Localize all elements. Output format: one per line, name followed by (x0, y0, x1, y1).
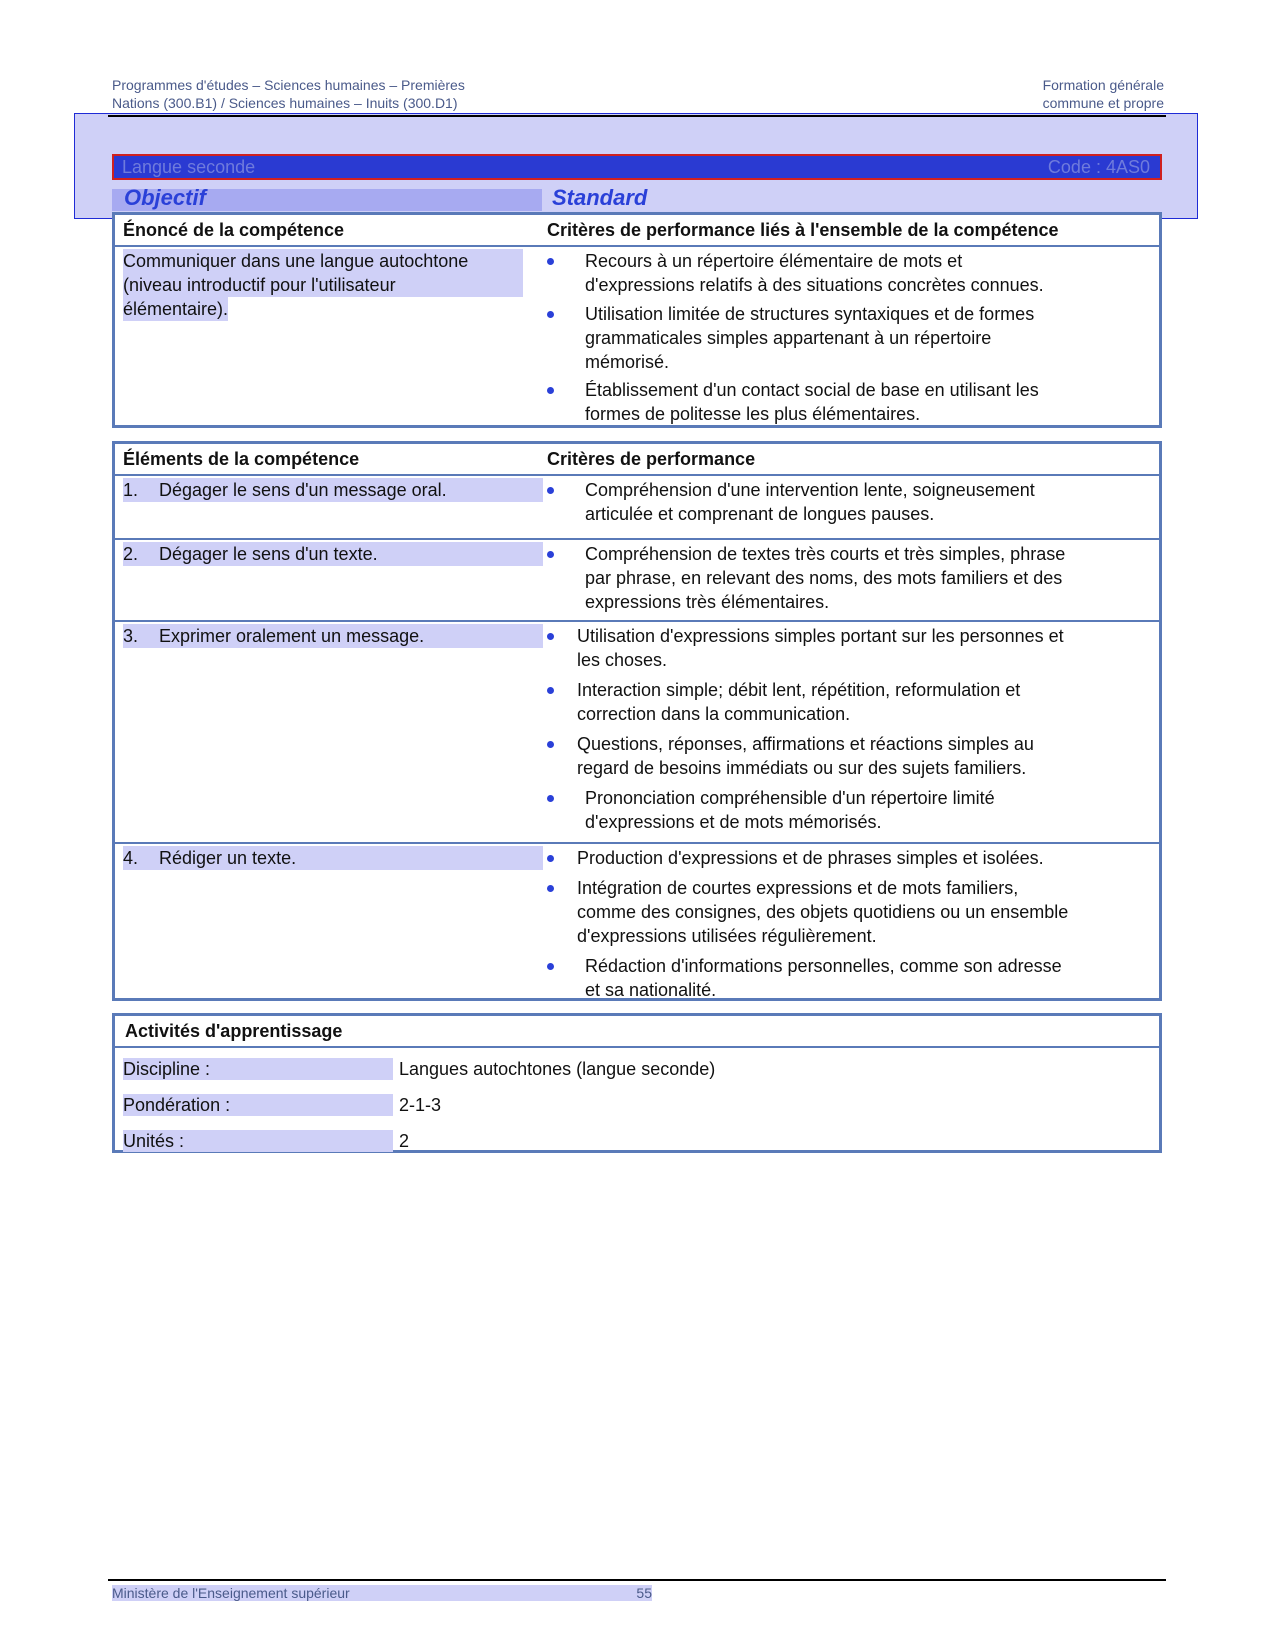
competence-criterion (547, 302, 1137, 374)
element-criterion (547, 732, 1137, 780)
element-label: Dégager le sens d'un texte. (159, 544, 378, 564)
element-row-4-label (123, 846, 543, 870)
bullet-icon (547, 885, 554, 892)
competence-header-left: Énoncé de la compétence (123, 220, 345, 240)
criterion-line: comme des consignes, des objets quotidiens ou un ensemble (577, 902, 1069, 922)
criterion-line: et sa nationalité. (585, 980, 717, 1000)
criterion-line: correction dans la communication. (577, 704, 851, 724)
ponderation-label: Pondération : (123, 1094, 393, 1116)
bullet-icon (547, 963, 554, 970)
element-number: 2. (123, 544, 139, 564)
running-header-right (1014, 76, 1164, 112)
course-title: Langue seconde (122, 157, 256, 177)
bullet-icon (547, 487, 554, 494)
element-row-2-label (123, 542, 543, 566)
criterion-line: Compréhension d'une intervention lente, soigneusement (585, 480, 1035, 500)
header-rule (108, 115, 1166, 117)
bullet-icon (547, 633, 554, 640)
discipline-label: Discipline : (123, 1058, 393, 1080)
element-criterion (547, 678, 1137, 726)
element-label: Rédiger un texte. (159, 848, 297, 868)
criterion-line: par phrase, en relevant des noms, des mots familiers et des (585, 568, 1063, 588)
page-footer (112, 1585, 652, 1601)
criterion-line: Recours à un répertoire élémentaire de mots et (585, 251, 963, 271)
discipline-value: Langues autochtones (langue seconde) (399, 1059, 716, 1079)
criterion-line: Rédaction d'informations personnelles, comme son adresse (585, 956, 1062, 976)
element-number: 4. (123, 848, 139, 868)
element-label: Dégager le sens d'un message oral. (159, 480, 447, 500)
footer-rule (108, 1579, 1166, 1581)
criterion-line: formes de politesse les plus élémentaires. (585, 404, 921, 424)
criterion-line: Utilisation d'expressions simples portant sur les personnes et (577, 626, 1064, 646)
running-header-right-line1: Formation générale (1042, 77, 1164, 93)
running-header-right-line2: commune et propre (1042, 95, 1164, 111)
criterion-line: Questions, réponses, affirmations et réactions simples au (577, 734, 1034, 754)
bullet-icon (547, 855, 554, 862)
competence-statement-line: élémentaire). (123, 299, 229, 319)
bullet-icon (547, 258, 554, 265)
criterion-line: Utilisation limitée de structures syntaxiques et de formes (585, 304, 1035, 324)
activities-box (112, 1013, 1162, 1153)
running-header-left-line1: Programmes d'études – Sciences humaines – Premières (112, 77, 465, 93)
activities-header-title: Activités d'apprentissage (125, 1021, 343, 1041)
element-row-3-label (123, 624, 543, 648)
competence-box (112, 212, 1162, 428)
element-row-1-label (123, 478, 543, 502)
elements-box (112, 441, 1162, 1001)
element-criterion (547, 954, 1137, 1002)
criterion-line: grammaticales simples appartenant à un répertoire (585, 328, 992, 348)
elements-header-right: Critères de performance (547, 449, 756, 469)
competence-header (115, 215, 1159, 247)
bullet-icon (547, 387, 554, 394)
criterion-line: les choses. (577, 650, 668, 670)
standard-label: Standard (552, 185, 648, 210)
criterion-line: d'expressions et de mots mémorisés. (585, 812, 882, 832)
element-number: 1. (123, 480, 139, 500)
criterion-line: Prononciation compréhensible d'un répertoire limité (585, 788, 995, 808)
elements-header (115, 444, 1159, 476)
footer-ministry: Ministère de l'Enseignement supérieur (112, 1585, 350, 1601)
competence-statement (123, 249, 523, 321)
element-criterion (547, 876, 1137, 948)
element-criterion (547, 542, 1137, 614)
criterion-line: articulée et comprenant de longues pauses. (585, 504, 935, 524)
element-criterion (547, 846, 1137, 870)
criterion-line: Production d'expressions et de phrases simples et isolées. (577, 848, 1044, 868)
criterion-line: d'expressions relatifs à des situations concrètes connues. (585, 275, 1044, 295)
competence-statement-line: (niveau introductif pour l'utilisateur (123, 273, 523, 297)
element-criterion (547, 478, 1137, 526)
criterion-line: d'expressions utilisées régulièrement. (577, 926, 877, 946)
bullet-icon (547, 687, 554, 694)
row-separator (115, 620, 1159, 622)
ponderation-value: 2-1-3 (399, 1095, 442, 1115)
criterion-line: expressions très élémentaires. (585, 592, 830, 612)
activities-header (115, 1016, 1159, 1048)
element-label: Exprimer oralement un message. (159, 626, 425, 646)
criterion-line: Compréhension de textes très courts et très simples, phrase (585, 544, 1066, 564)
objective-label: Objectif (124, 185, 206, 210)
element-number: 3. (123, 626, 139, 646)
running-header-left (112, 76, 812, 112)
course-code: Code : 4AS0 (1047, 157, 1150, 177)
criterion-line: mémorisé. (585, 352, 670, 372)
section-labels (112, 185, 1164, 215)
criterion-line: Interaction simple; débit lent, répétition, reformulation et (577, 680, 1021, 700)
row-separator (115, 538, 1159, 540)
competence-statement-line: Communiquer dans une langue autochtone (123, 249, 523, 273)
unites-label: Unités : (123, 1130, 393, 1152)
page-number: 55 (636, 1585, 652, 1601)
criterion-line: Intégration de courtes expressions et de mots familiers, (577, 878, 1019, 898)
course-title-bar (112, 154, 1162, 180)
bullet-icon (547, 311, 554, 318)
competence-criterion (547, 378, 1137, 426)
competence-criterion (547, 249, 1137, 297)
bullet-icon (547, 795, 554, 802)
bullet-icon (547, 741, 554, 748)
competence-header-right: Critères de performance liés à l'ensemble de la compétence (547, 220, 1059, 240)
row-separator (115, 842, 1159, 844)
criterion-line: regard de besoins immédiats ou sur des sujets familiers. (577, 758, 1027, 778)
bullet-icon (547, 551, 554, 558)
elements-header-left: Éléments de la compétence (123, 449, 360, 469)
criterion-line: Établissement d'un contact social de base en utilisant les (585, 380, 1039, 400)
element-criterion (547, 786, 1137, 834)
element-criterion (547, 624, 1137, 672)
running-header-left-line2: Nations (300.B1) / Sciences humaines – Inuits (300.D1) (112, 95, 458, 111)
unites-value: 2 (399, 1131, 410, 1151)
